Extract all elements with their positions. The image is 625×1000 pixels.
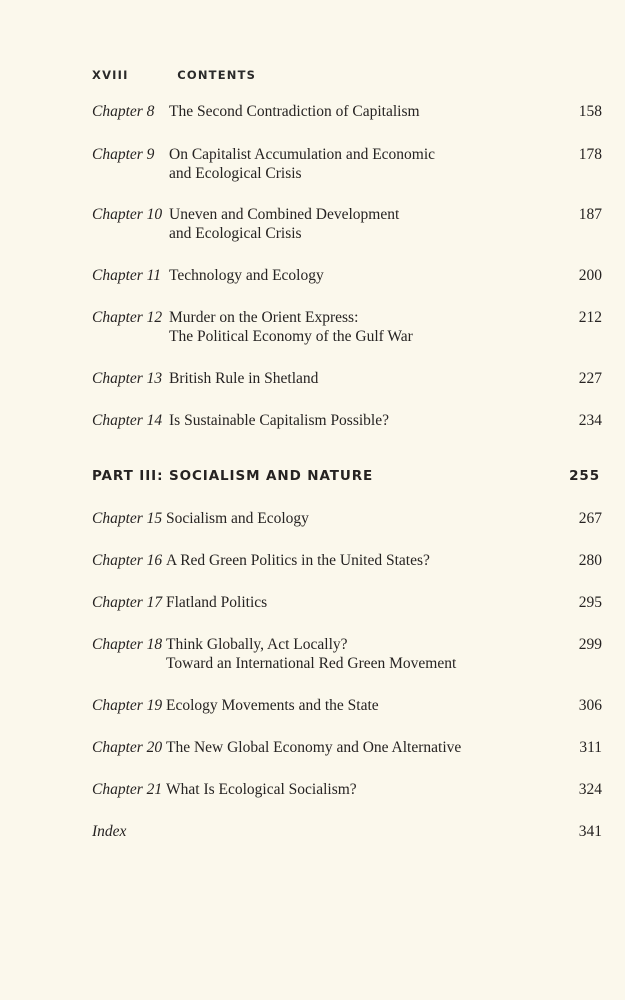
chapter-label: Chapter 18 (92, 636, 163, 653)
chapter-title: The Second Contradiction of Capitalism (169, 103, 420, 120)
page-number: 341 (578, 823, 602, 840)
page-number: 267 (578, 510, 602, 527)
chapter-label: Chapter 11 (92, 267, 162, 284)
chapter-title: A Red Green Politics in the United States? (166, 552, 430, 569)
chapter-title: Think Globally, Act Locally? Toward an International Red Green Movement (166, 636, 457, 672)
page-number: 306 (578, 697, 602, 714)
chapter-title: What Is Ecological Socialism? (166, 781, 357, 798)
chapter-title: Is Sustainable Capitalism Possible? (169, 412, 389, 429)
chapter-label: Chapter 19 (92, 697, 163, 714)
chapter-title: British Rule in Shetland (169, 370, 319, 387)
index-label: Index (92, 823, 127, 840)
page-number: 299 (578, 636, 602, 653)
chapter-label: Chapter 10 (92, 206, 163, 223)
chapter-label: Chapter 17 (92, 594, 163, 611)
running-header (92, 68, 256, 82)
part-title: PART III: SOCIALISM AND NATURE (92, 468, 374, 484)
chapter-title: Murder on the Orient Express: The Political Economy of the Gulf War (169, 309, 413, 345)
running-title: CONTENTS (177, 68, 257, 82)
part-heading[interactable] (92, 468, 600, 484)
chapter-label: Chapter 16 (92, 552, 163, 569)
chapter-title: The New Global Economy and One Alternative (166, 739, 462, 756)
chapter-label: Chapter 15 (92, 510, 163, 527)
chapter-label: Chapter 13 (92, 370, 163, 387)
page-number: 178 (578, 146, 602, 163)
page-number: 200 (578, 267, 602, 284)
page-number: 227 (578, 370, 602, 387)
chapter-label: Chapter 21 (92, 781, 163, 798)
chapter-label: Chapter 8 (92, 103, 155, 120)
page-folio: XVIII (92, 68, 129, 82)
chapter-title: Flatland Politics (166, 594, 268, 611)
chapter-title: Socialism and Ecology (166, 510, 309, 527)
chapter-label: Chapter 14 (92, 412, 163, 429)
page-number: 187 (578, 206, 602, 223)
page-number: 295 (578, 594, 602, 611)
page-number: 324 (578, 781, 602, 798)
page-number: 280 (578, 552, 602, 569)
chapter-label: Chapter 12 (92, 309, 163, 326)
page-number: 255 (569, 468, 600, 484)
chapter-label: Chapter 9 (92, 146, 155, 163)
chapter-title: Ecology Movements and the State (166, 697, 379, 714)
chapter-title: Technology and Ecology (169, 267, 324, 284)
page-number: 158 (578, 103, 602, 120)
chapter-title: Uneven and Combined Development and Ecological Crisis (169, 206, 400, 242)
chapter-title: On Capitalist Accumulation and Economic and Ecological Crisis (169, 146, 436, 182)
chapter-label: Chapter 20 (92, 739, 163, 756)
page-number: 234 (578, 412, 602, 429)
page-number: 212 (578, 309, 602, 326)
page-number: 311 (579, 739, 602, 756)
